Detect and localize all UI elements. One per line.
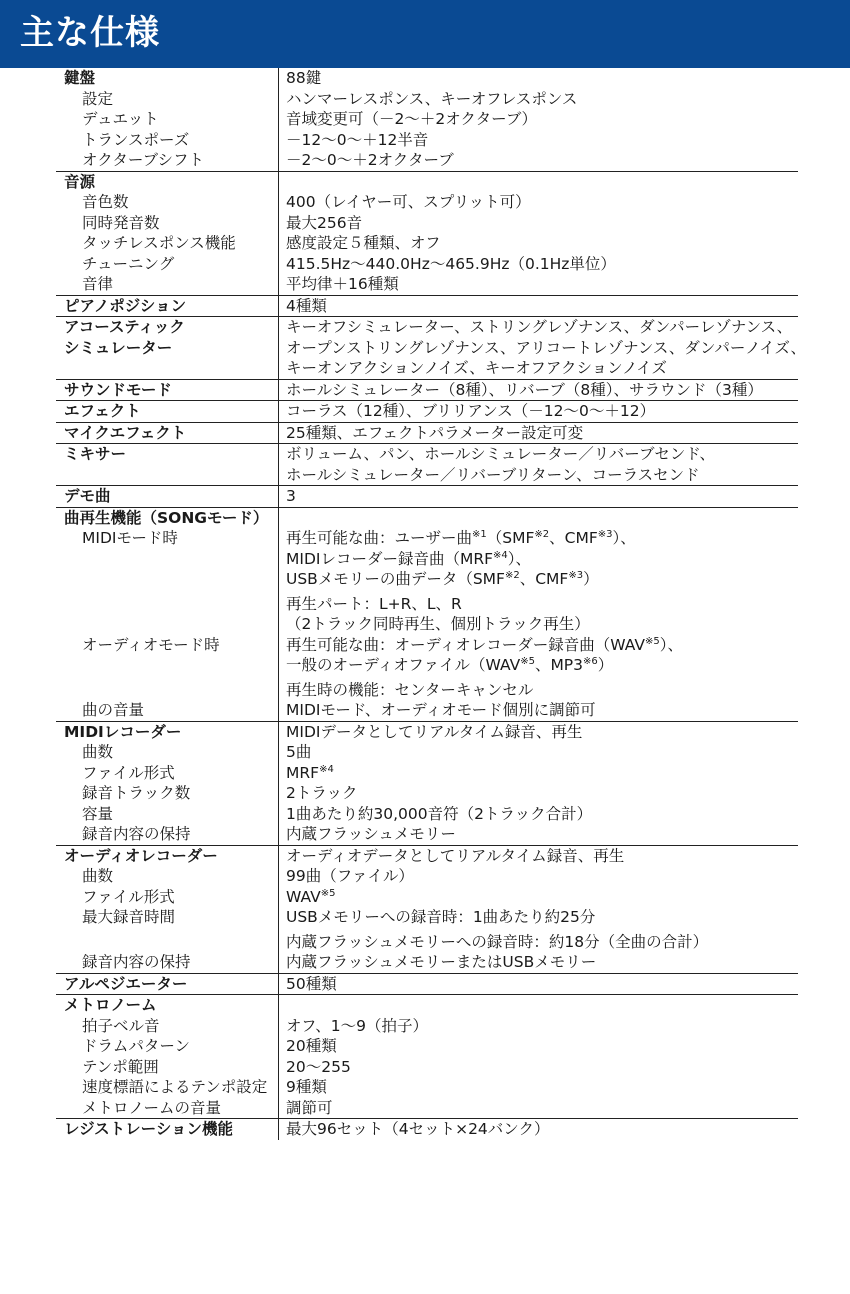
spec-value-text: MIDIレコーダー録音曲（MRF	[286, 549, 494, 568]
spec-value-text: （SMF	[486, 529, 535, 547]
spec-row	[56, 1119, 798, 1140]
spec-value-text: キーオフシミュレーター、ストリングレゾナンス、ダンパーレゾナンス、	[286, 318, 793, 336]
spec-section	[56, 380, 798, 402]
spec-value-text: 感度設定５種類、オフ	[286, 234, 441, 252]
spec-row	[56, 1077, 798, 1098]
spec-value	[278, 444, 798, 465]
spec-label: MIDIモード時	[82, 529, 178, 547]
spec-value-text: 内蔵フラッシュメモリーへの録音時：約18分（全曲の合計）	[286, 932, 709, 951]
spec-section	[56, 486, 798, 508]
spec-label	[56, 358, 278, 379]
spec-value	[278, 1119, 798, 1140]
spec-value-text: ホールシミュレーター（8種）、リバーブ（8種）、サラウンド（3種）	[286, 380, 763, 399]
spec-value-text: 25種類、エフェクトパラメーター設定可変	[286, 423, 584, 442]
spec-row	[56, 846, 798, 867]
spec-row	[56, 722, 798, 743]
spec-row	[56, 680, 798, 701]
spec-label	[56, 680, 278, 701]
spec-value	[278, 338, 806, 359]
spec-row	[56, 380, 798, 401]
spec-label: タッチレスポンス機能	[82, 234, 236, 252]
spec-row	[56, 317, 798, 338]
spec-heading: アルペジエーター	[64, 974, 188, 993]
spec-section	[56, 974, 798, 996]
spec-row	[56, 213, 798, 234]
spec-value	[278, 1036, 798, 1057]
spec-value	[278, 109, 798, 130]
spec-value	[278, 233, 798, 254]
spec-value	[278, 907, 798, 928]
spec-section	[56, 296, 798, 318]
footnote-mark: ※5	[644, 635, 660, 647]
spec-row	[56, 763, 798, 784]
spec-row	[56, 742, 798, 763]
footnote-mark: ※5	[320, 887, 336, 899]
spec-label: 設定	[82, 89, 114, 108]
spec-value	[278, 528, 798, 549]
spec-label: チューニング	[82, 254, 175, 273]
spec-value-text: 9種類	[286, 1078, 327, 1096]
spec-section	[56, 68, 798, 172]
spec-label	[56, 932, 278, 953]
spec-value-text: 内蔵フラッシュメモリー	[286, 825, 456, 843]
spec-row	[56, 549, 798, 570]
spec-value-text: MIDIデータとしてリアルタイム録音、再生	[286, 722, 583, 741]
spec-value	[278, 783, 798, 804]
spec-value-text: 2トラック	[286, 784, 358, 802]
spec-row	[56, 1016, 798, 1037]
spec-value-text: 再生可能な曲：オーディオレコーダー録音曲（WAV	[286, 635, 645, 654]
spec-label	[56, 569, 278, 590]
spec-row	[56, 528, 798, 549]
spec-value	[278, 549, 798, 570]
spec-label: ファイル形式	[82, 763, 175, 782]
spec-value	[278, 614, 798, 635]
spec-label: デュエット	[82, 110, 159, 128]
spec-value-text: 5曲	[286, 743, 312, 761]
spec-value	[278, 254, 798, 275]
spec-section	[56, 846, 798, 974]
spec-value	[278, 952, 798, 973]
spec-section	[56, 423, 798, 445]
spec-value-text: 再生時の機能：センターキャンセル	[286, 680, 534, 699]
spec-value	[278, 722, 798, 743]
footnote-mark: ※2	[504, 570, 520, 581]
spec-heading: アコースティック	[64, 318, 185, 336]
spec-value-text: （2トラック同時再生、個別トラック再生）	[286, 615, 590, 633]
spec-label: 音律	[82, 275, 114, 293]
spec-value-text: 平均律＋16種類	[286, 275, 399, 293]
spec-label	[56, 465, 278, 486]
spec-value	[278, 1077, 798, 1098]
spec-value-text: 20種類	[286, 1037, 337, 1055]
spec-value-text: 内蔵フラッシュメモリーまたはUSBメモリー	[286, 953, 597, 971]
spec-row	[56, 974, 798, 995]
spec-label: 容量	[82, 804, 114, 823]
spec-row	[56, 1098, 798, 1119]
spec-value	[278, 932, 798, 953]
spec-value	[278, 680, 798, 701]
spec-label: 曲数	[82, 867, 114, 885]
spec-value	[278, 401, 798, 422]
spec-heading: ミキサー	[64, 445, 127, 463]
spec-value	[278, 700, 798, 721]
spec-label: トランスポーズ	[82, 130, 190, 149]
spec-row	[56, 89, 798, 110]
spec-row	[56, 358, 798, 379]
spec-label: 最大録音時間	[82, 908, 176, 926]
spec-value-text: オープンストリングレゾナンス、アリコートレゾナンス、ダンパーノイズ、	[286, 338, 807, 357]
spec-value-text: USBメモリーへの録音時：1曲あたり約25分	[286, 908, 596, 926]
spec-value-text: 、MP3	[534, 656, 584, 674]
spec-value	[278, 465, 798, 486]
spec-row	[56, 1057, 798, 1078]
spec-heading: オーディオレコーダー	[64, 846, 218, 865]
spec-value-text: コーラス（12種）、ブリリアンス（－12～0～＋12）	[286, 402, 656, 420]
spec-heading: メトロノーム	[64, 996, 157, 1014]
spec-value	[278, 569, 798, 590]
spec-value	[278, 742, 798, 763]
spec-label: ファイル形式	[82, 887, 175, 906]
spec-label: 同時発音数	[82, 213, 160, 232]
spec-value-text: 再生パート：L+R、L、R	[286, 594, 462, 613]
spec-value	[278, 1057, 798, 1078]
footnote-mark: ※6	[583, 656, 598, 667]
spec-value	[278, 213, 798, 234]
footnote-mark: ※2	[534, 529, 550, 540]
spec-value	[278, 804, 798, 825]
spec-label: 音色数	[82, 193, 129, 211]
spec-value	[278, 508, 798, 529]
spec-value-text: 99曲（ファイル）	[286, 867, 414, 885]
spec-row	[56, 486, 798, 507]
spec-label: 録音内容の保持	[82, 825, 191, 843]
spec-value-text: 一般のオーディオファイル（WAV	[286, 656, 521, 674]
spec-heading: エフェクト	[64, 402, 141, 420]
spec-label	[56, 614, 278, 635]
spec-row	[56, 68, 798, 89]
spec-label: 録音トラック数	[82, 784, 191, 802]
spec-value	[278, 192, 798, 213]
spec-row	[56, 192, 798, 213]
spec-row	[56, 1036, 798, 1057]
spec-label: 拍子ベル音	[82, 1016, 160, 1035]
spec-row	[56, 465, 798, 486]
spec-label: メトロノームの音量	[82, 1098, 222, 1117]
spec-heading: シミュレーター	[64, 338, 173, 357]
spec-value	[278, 358, 798, 379]
spec-value	[278, 655, 798, 676]
spec-value	[278, 635, 798, 656]
spec-row	[56, 233, 798, 254]
spec-label: 曲数	[82, 743, 114, 761]
page-title: 主な仕様	[20, 13, 160, 53]
spec-value-text: －2～0～＋2オクターブ	[286, 151, 454, 169]
spec-value-text: オーディオデータとしてリアルタイム録音、再生	[286, 846, 625, 865]
spec-value-text: USBメモリーの曲データ（SMF	[286, 570, 505, 588]
spec-value-text: オフ、1～9（拍子）	[286, 1016, 429, 1035]
spec-row	[56, 508, 798, 529]
spec-value	[278, 68, 798, 89]
spec-row	[56, 783, 798, 804]
spec-value-text: 1曲あたり約30,000音符（2トラック合計）	[286, 804, 593, 823]
spec-value	[278, 846, 798, 867]
spec-value-text: 4種類	[286, 296, 327, 315]
spec-heading: MIDIレコーダー	[64, 722, 182, 741]
spec-row	[56, 952, 798, 973]
spec-row	[56, 130, 798, 151]
spec-row	[56, 635, 798, 656]
spec-section	[56, 1119, 798, 1140]
spec-value	[278, 594, 798, 615]
spec-row	[56, 700, 798, 721]
spec-section	[56, 172, 798, 296]
spec-heading: ピアノポジション	[64, 296, 187, 315]
spec-label: オーディオモード時	[82, 635, 220, 654]
spec-value	[278, 763, 798, 784]
spec-heading: サウンドモード	[64, 380, 172, 399]
footnote-mark: ※5	[520, 656, 535, 667]
spec-row	[56, 172, 798, 193]
spec-value-text: 最大96セット（4セット×24バンク）	[286, 1120, 550, 1138]
spec-value-text: ）、	[507, 549, 532, 568]
footnote-mark: ※4	[493, 549, 508, 561]
spec-value-text: 3	[286, 487, 296, 505]
spec-row	[56, 655, 798, 676]
spec-row	[56, 824, 798, 845]
spec-value-text: ）、	[659, 635, 683, 654]
spec-value-text: MRF	[286, 763, 320, 782]
spec-row	[56, 907, 798, 928]
spec-value-text: キーオンアクションノイズ、キーオフアクションノイズ	[286, 359, 667, 377]
spec-value-text: 、CMF	[519, 570, 569, 588]
spec-row	[56, 995, 798, 1016]
spec-value	[278, 89, 798, 110]
spec-label: 曲の音量	[82, 701, 145, 719]
spec-label	[56, 594, 278, 615]
spec-row	[56, 338, 807, 359]
spec-heading: 音源	[64, 172, 96, 191]
spec-value-text: 400（レイヤー可、スプリット可）	[286, 193, 531, 211]
spec-value	[278, 1016, 798, 1037]
spec-row	[56, 932, 798, 953]
spec-label	[56, 655, 278, 676]
spec-label: 速度標語によるテンポ設定	[82, 1078, 268, 1096]
spec-value-text: ハンマーレスポンス、キーオフレスポンス	[286, 89, 578, 108]
spec-row	[56, 594, 798, 615]
spec-row	[56, 423, 798, 444]
spec-row	[56, 614, 798, 635]
spec-label	[56, 549, 278, 570]
spec-value-text: 50種類	[286, 974, 337, 993]
spec-row	[56, 150, 798, 171]
spec-value-text: ）、	[612, 529, 636, 547]
spec-row	[56, 804, 798, 825]
spec-value	[278, 130, 798, 151]
spec-row	[56, 887, 798, 908]
spec-value-text: ホールシミュレーター／リバーブリターン、コーラスセンド	[286, 465, 700, 484]
spec-row	[56, 254, 798, 275]
spec-value	[278, 317, 798, 338]
spec-heading: マイクエフェクト	[64, 423, 187, 442]
footnote-mark: ※3	[568, 570, 584, 581]
spec-value	[278, 296, 798, 317]
spec-value-text: 88鍵	[286, 69, 322, 87]
spec-label: オクターブシフト	[82, 151, 204, 169]
spec-label: ドラムパターン	[82, 1037, 191, 1055]
spec-row	[56, 274, 798, 295]
spec-label: テンポ範囲	[82, 1057, 159, 1076]
spec-heading: 鍵盤	[64, 69, 96, 87]
spec-value-text: ）	[583, 570, 599, 588]
spec-row	[56, 109, 798, 130]
spec-value	[278, 974, 798, 995]
spec-row	[56, 444, 798, 465]
spec-value	[278, 150, 798, 171]
spec-value	[278, 866, 798, 887]
spec-section	[56, 401, 798, 423]
spec-label: 録音内容の保持	[82, 953, 191, 971]
spec-value	[278, 995, 798, 1016]
spec-value-text: 最大256音	[286, 213, 363, 232]
spec-value-text: 調節可	[286, 1098, 333, 1117]
spec-heading: レジストレーション機能	[64, 1120, 234, 1138]
spec-row	[56, 296, 798, 317]
spec-value-text: 20～255	[286, 1057, 351, 1076]
spec-section	[56, 444, 798, 486]
spec-section	[56, 995, 798, 1119]
spec-value-text: MIDIモード、オーディオモード個別に調節可	[286, 701, 596, 719]
spec-heading: デモ曲	[64, 487, 111, 505]
spec-row	[56, 866, 798, 887]
spec-section	[56, 317, 807, 380]
spec-value	[278, 887, 798, 908]
spec-value-text: 再生可能な曲：ユーザー曲	[286, 529, 473, 547]
spec-value	[278, 423, 798, 444]
footnote-mark: ※3	[597, 529, 613, 540]
spec-value	[278, 274, 798, 295]
spec-value	[278, 172, 798, 193]
spec-row	[56, 569, 798, 590]
spec-value-text: ボリューム、パン、ホールシミュレーター／リバーブセンド、	[286, 445, 715, 463]
spec-value	[278, 486, 798, 507]
spec-value-text: ）	[597, 656, 614, 674]
spec-value-text: WAV	[286, 887, 321, 906]
spec-value-text: 415.5Hz～440.0Hz～465.9Hz（0.1Hz単位）	[286, 254, 616, 273]
spec-section	[56, 508, 798, 722]
spec-row	[56, 401, 798, 422]
spec-value	[278, 380, 798, 401]
footnote-mark: ※1	[472, 529, 487, 540]
page-header	[0, 0, 850, 68]
spec-heading: 曲再生機能（SONGモード）	[64, 508, 269, 527]
spec-value	[278, 824, 798, 845]
spec-value-text: 、CMF	[549, 529, 598, 547]
spec-section	[56, 722, 798, 846]
spec-value	[278, 1098, 798, 1119]
spec-value-text: 音域変更可（－2～＋2オクターブ）	[286, 110, 537, 128]
spec-value-text: －12～0～＋12半音	[286, 130, 429, 149]
footnote-mark: ※4	[319, 763, 334, 775]
spec-table	[56, 68, 807, 1140]
